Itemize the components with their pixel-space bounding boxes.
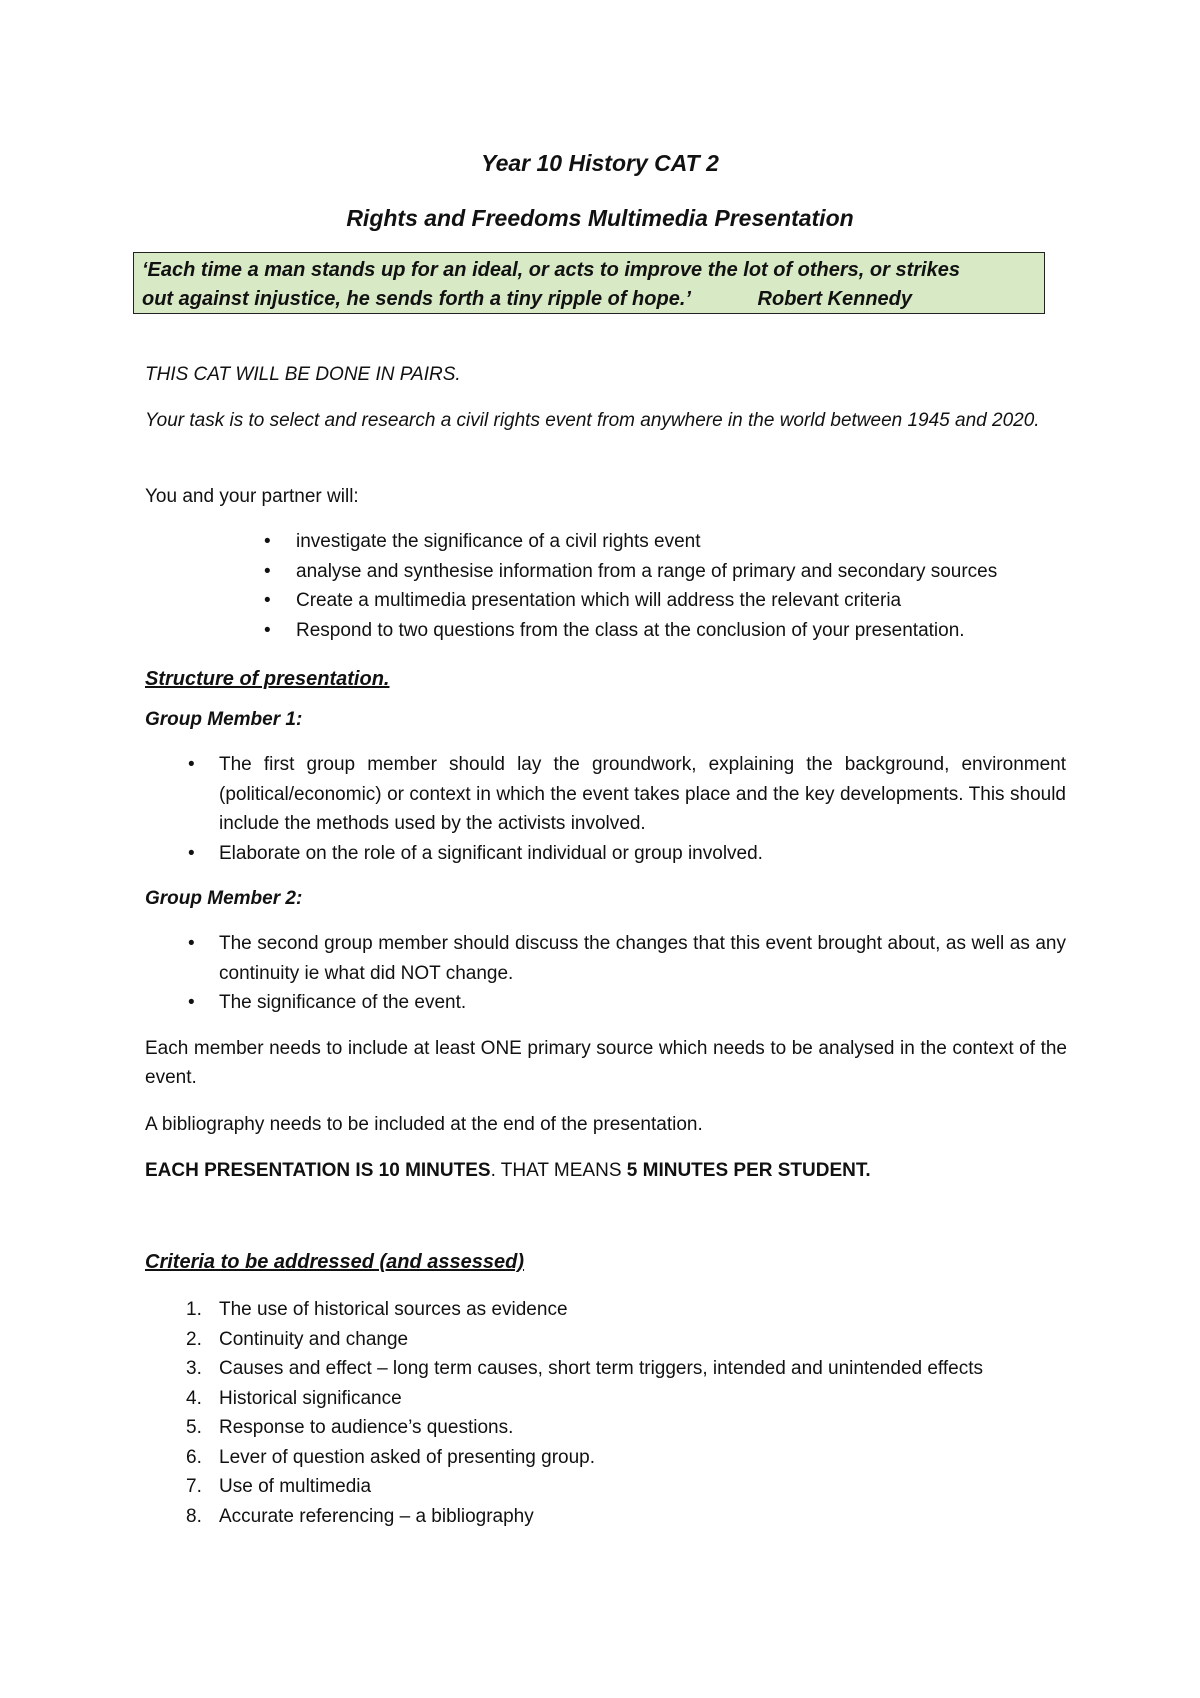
list-item: • Elaborate on the role of a significant individual or group involved. xyxy=(219,839,1066,869)
list-item: 3. Causes and effect – long term causes, short term triggers, intended and unintended effects xyxy=(186,1358,983,1379)
bullet-icon: • xyxy=(264,619,271,641)
list-item: 4. Historical significance xyxy=(186,1387,402,1409)
list-item: 2. Continuity and change xyxy=(186,1328,409,1350)
list-item: • Create a multimedia presentation which will address the relevant criteria xyxy=(296,586,1076,616)
group-member-2-label: Group Member 2: xyxy=(145,888,303,909)
you-will-intro: You and your partner will: xyxy=(145,486,359,507)
quote-line-1: ‘Each time a man stands up for an ideal, or acts to improve the lot of others, or strikes xyxy=(142,259,960,281)
list-item: 7. Use of multimedia xyxy=(186,1476,372,1497)
bullet-icon: • xyxy=(188,754,195,775)
bullet-icon: • xyxy=(264,560,271,582)
quote-box xyxy=(133,252,1045,314)
list-item: • The significance of the event. xyxy=(219,988,1066,1018)
page-subtitle: Rights and Freedoms Multimedia Presentation xyxy=(346,205,854,231)
page-title: Year 10 History CAT 2 xyxy=(481,150,719,176)
list-item: • Respond to two questions from the class at the conclusion of your presentation. xyxy=(296,616,1076,646)
bullet-icon: • xyxy=(188,842,195,864)
list-item: • The first group member should lay the groundwork, explaining the background, environment (political/economic) or context in which the event takes place and the key developments. This should include the methods used by the activists involved. xyxy=(219,750,1066,839)
bullet-icon: • xyxy=(264,590,271,611)
bullet-icon: • xyxy=(188,992,195,1013)
list-item: • The second group member should discuss the changes that this event brought about, as well as any continuity ie what did NOT change. xyxy=(219,929,1066,988)
criteria-heading: Criteria to be addressed (and assessed) xyxy=(145,1251,525,1273)
pairs-notice: THIS CAT WILL BE DONE IN PAIRS. xyxy=(145,364,461,385)
bullet-icon: • xyxy=(188,933,195,954)
list-item: 6. Lever of question asked of presenting group. xyxy=(186,1446,596,1468)
member2-list xyxy=(188,929,1066,1018)
group-member-1-label: Group Member 1: xyxy=(145,709,303,730)
quote-author: Robert Kennedy xyxy=(757,288,912,310)
list-item: 5. Response to audience’s questions. xyxy=(186,1417,514,1438)
criteria-list xyxy=(186,1295,1099,1531)
structure-heading: Structure of presentation. xyxy=(145,668,390,690)
task-description: Your task is to select and research a civil rights event from anywhere in the world between 1945 and 2020. xyxy=(145,410,1040,431)
quote-text-2: out against injustice, he sends forth a tiny ripple of hope.’ xyxy=(142,288,691,310)
bibliography-note: A bibliography needs to be included at the end of the presentation. xyxy=(145,1114,703,1135)
bullet-icon: • xyxy=(264,531,271,552)
objectives-list xyxy=(264,527,1076,645)
member1-list xyxy=(188,750,1066,868)
duration-note: EACH PRESENTATION IS 10 MINUTES. THAT MEANS 5 MINUTES PER STUDENT. xyxy=(145,1160,871,1181)
list-item: 8. Accurate referencing – a bibliography xyxy=(186,1505,534,1527)
quote-line-2 xyxy=(142,285,1036,314)
list-item: • investigate the significance of a civil rights event xyxy=(296,527,1076,557)
primary-source-note: Each member needs to include at least ONE primary source which needs to be analysed in the context of the event. xyxy=(145,1038,1067,1088)
list-item: 1. The use of historical sources as evidence xyxy=(186,1299,568,1320)
list-item: • analyse and synthesise information from a range of primary and secondary sources xyxy=(296,557,1076,587)
